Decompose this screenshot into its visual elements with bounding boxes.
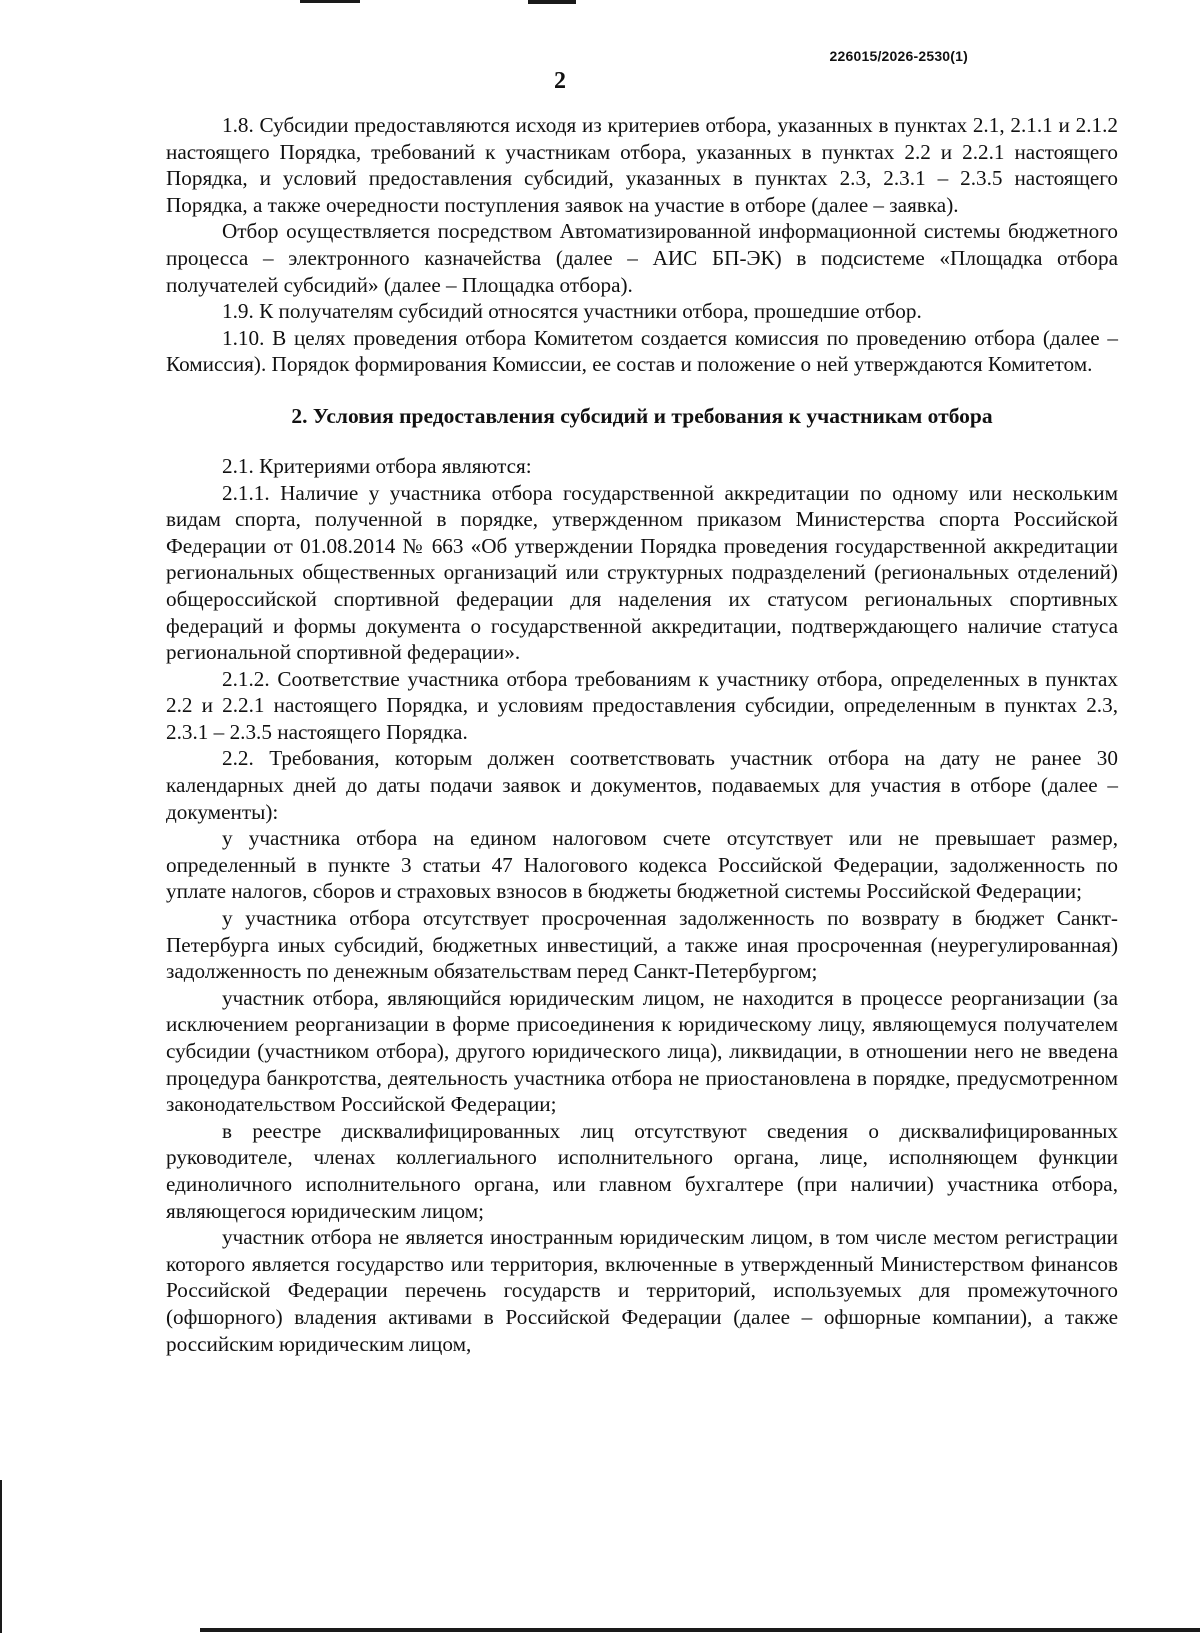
paragraph-2-1-2: 2.1.2. Соответствие участника отбора требованиям к участнику отбора, определенных в пунктах 2.2 и 2.2.1 настоящего Порядка, и условиям предоставления субсидии, определенным в пунктах 2.3, 2.3.1 – 2.3.5 настоящего Порядка. (166, 666, 1118, 744)
page-number: 2 (554, 68, 566, 94)
paragraph-1-10: 1.10. В целях проведения отбора Комитетом создается комиссия по проведению отбора (далее – Комиссия). Порядок формирования Комиссии, ее состав и положение о ней утверждаются Комитетом. (166, 325, 1118, 377)
paragraph-2-1: 2.1. Критериями отбора являются: (222, 453, 532, 478)
scan-left-edge (0, 1480, 2, 1633)
paragraph-2-2: 2.2. Требования, которым должен соответствовать участник отбора на дату не ранее 30 календарных дней до даты подачи заявок и документов, подаваемых для участия в отборе (далее – документы): (166, 746, 1118, 824)
section-2-heading: 2. Условия предоставления субсидий и требования к участникам отбора (291, 403, 993, 428)
paragraph-2-1-1: 2.1.1. Наличие у участника отбора государственной аккредитации по одному или нескольким видам спорта, полученной в порядке, утвержденном приказом Министерства спорта Российской Федерации от 01.08.2014 № 663 «Об утверждении Порядка проведения государственной аккредитации региональных общественных организаций или структурных подразделений (региональных отделений) общероссийской спортивной федерации для наделения их статусом региональных спортивных федераций и формы документа о государственной аккредитации, подтверждающего наличие статуса региональной спортивной федерации». (166, 480, 1118, 665)
document-body (166, 112, 1118, 1357)
paragraph-budget-debt: у участника отбора отсутствует просроченная задолженность по возврату в бюджет Санкт-Петербурга иных субсидий, бюджетных инвестиций, а также иная просроченная (неурегулированная) задолженность по денежным обязательствам перед Санкт-Петербургом; (166, 906, 1118, 984)
scan-bottom-bar (200, 1628, 1200, 1632)
scan-top-bar-right (528, 0, 576, 4)
paragraph-1-9: 1.9. К получателям субсидий относятся участники отбора, прошедшие отбор. (222, 299, 922, 324)
paragraph-reorganization: участник отбора, являющийся юридическим лицом, не находится в процессе реорганизации (за исключением реорганизации в форме присоединения к юридическому лицу, являющемуся получателем субсидии (участником отбора), другого юридического лица), ликвидации, в отношении него не введена процедура банкротства, деятельность участника отбора не приостановлена в порядке, предусмотренном законодательством Российской Федерации; (166, 985, 1118, 1117)
paragraph-disqualified: в реестре дисквалифицированных лиц отсутствуют сведения о дисквалифицированных руководителе, членах коллегиального исполнительного органа, лице, исполняющем функции единоличного исполнительного органа, или главном бухгалтере (при наличии) участника отбора, являющегося юридическим лицом; (166, 1118, 1118, 1223)
paragraph-1-8: 1.8. Субсидии предоставляются исходя из критериев отбора, указанных в пунктах 2.1, 2.1.1 и 2.1.2 настоящего Порядка, требований к участникам отбора, указанных в пунктах 2.2 и 2.2.1 настоящего Порядка, и условий предоставления субсидий, указанных в пунктах 2.3, 2.3.1 – 2.3.5 настоящего Порядка, а также очередности поступления заявок на участие в отборе (далее – заявка). (166, 113, 1118, 217)
scan-top-bar-left (300, 0, 360, 3)
paragraph-tax-debt: у участника отбора на едином налоговом счете отсутствует или не превышает размер, определенный в пункте 3 статьи 47 Налогового кодекса Российской Федерации, задолженность по уплате налогов, сборов и страховых взносов в бюджеты бюджетной системы Российской Федерации; (166, 826, 1118, 904)
paragraph-otbor-ais: Отбор осуществляется посредством Автоматизированной информационной системы бюджетного процесса – электронного казначейства (далее – АИС БП-ЭК) в подсистеме «Площадка отбора получателей субсидий» (далее – Площадка отбора). (166, 219, 1118, 297)
paragraph-offshore: участник отбора не является иностранным юридическим лицом, в том числе местом регистрации которого является государство или территория, включенные в утвержденный Министерством финансов Российской Федерации перечень государств и территорий, используемых для промежуточного (офшорного) владения активами в Российской Федерации (далее – офшорные компании), а также российским юридическим лицом, (166, 1225, 1118, 1356)
document-id: 226015/2026-2530(1) (829, 48, 968, 64)
